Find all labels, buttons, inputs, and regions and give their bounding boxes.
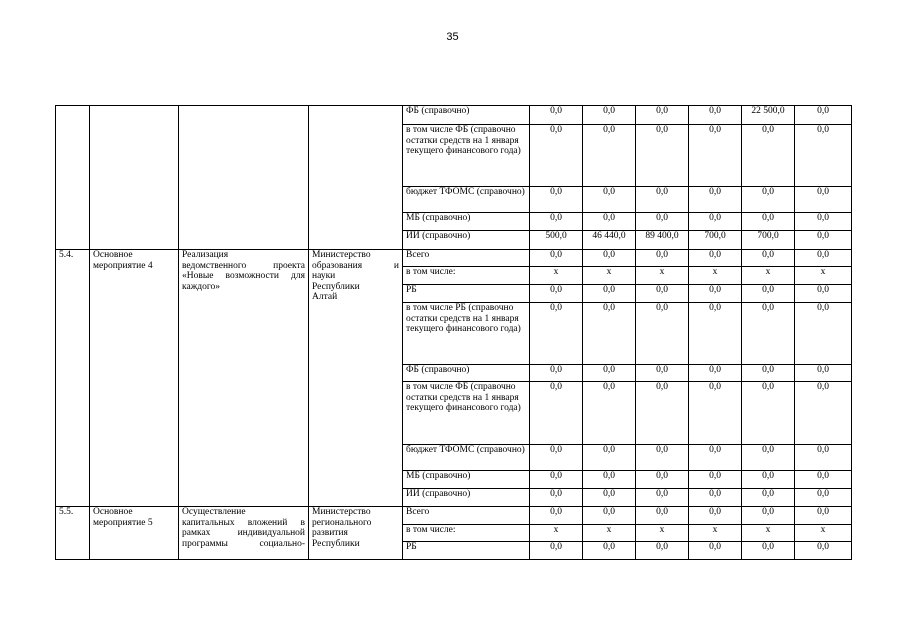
value-cell: 0,0 xyxy=(795,250,852,267)
value-cell: 0,0 xyxy=(583,187,636,213)
value-cell: х xyxy=(689,525,742,542)
value-cell: 0,0 xyxy=(742,250,795,267)
value-cell: 0,0 xyxy=(583,489,636,507)
continuation-cell xyxy=(90,106,179,250)
value-cell: 0,0 xyxy=(583,542,636,560)
value-cell: 46 440,0 xyxy=(583,231,636,250)
value-cell: х xyxy=(742,267,795,285)
table-row xyxy=(56,250,852,267)
funding-source-cell: МБ (справочно) xyxy=(403,213,530,231)
value-cell: 0,0 xyxy=(530,365,583,382)
value-cell: 0,0 xyxy=(583,365,636,382)
measure-number-cell: 5.5. xyxy=(56,507,90,560)
value-cell: 0,0 xyxy=(530,187,583,213)
funding-source-cell: в том числе: xyxy=(403,525,530,542)
value-cell: 0,0 xyxy=(583,125,636,187)
value-cell: 500,0 xyxy=(530,231,583,250)
value-cell: 0,0 xyxy=(530,250,583,267)
value-cell: 0,0 xyxy=(530,507,583,525)
value-cell: 0,0 xyxy=(530,106,583,125)
executor-line: Министерство xyxy=(312,250,371,260)
funding-source-cell: ФБ (справочно) xyxy=(403,106,530,125)
measure-description-line: капитальных вложений в xyxy=(182,517,305,528)
value-cell: х xyxy=(742,525,795,542)
executor-line: Министерство xyxy=(312,507,371,517)
value-cell: 0,0 xyxy=(742,507,795,525)
funding-source-cell: в том числе ФБ (справочно остатки средств на 1 января текущего финансового года) xyxy=(403,382,530,445)
value-cell: 0,0 xyxy=(795,231,852,250)
measure-kind-line: Основное xyxy=(93,250,133,260)
measure-description-cell xyxy=(179,507,309,560)
value-cell: 700,0 xyxy=(742,231,795,250)
value-cell: 0,0 xyxy=(530,471,583,489)
value-cell: 0,0 xyxy=(795,542,852,560)
funding-source-cell: в том числе ФБ (справочно остатки средств на 1 января текущего финансового года) xyxy=(403,125,530,187)
measure-kind-line: Основное xyxy=(93,507,133,517)
value-cell: 0,0 xyxy=(795,365,852,382)
value-cell: 0,0 xyxy=(689,471,742,489)
measure-description-line: программы социально- xyxy=(182,538,305,549)
value-cell: 700,0 xyxy=(689,231,742,250)
measure-description-line: ведомственного проекта xyxy=(182,260,305,271)
value-cell: х xyxy=(530,525,583,542)
value-cell: 0,0 xyxy=(795,213,852,231)
measure-description-line: каждого» xyxy=(182,281,220,292)
executor-line: Алтай xyxy=(312,292,338,303)
executor-line: регионального xyxy=(312,517,372,528)
value-cell: 0,0 xyxy=(530,489,583,507)
value-cell: х xyxy=(795,267,852,285)
value-cell: 0,0 xyxy=(583,106,636,125)
value-cell: 0,0 xyxy=(636,489,689,507)
value-cell: 0,0 xyxy=(583,250,636,267)
value-cell: 0,0 xyxy=(689,507,742,525)
value-cell: 0,0 xyxy=(530,125,583,187)
executor-line: развития xyxy=(312,528,348,539)
value-cell: 0,0 xyxy=(636,250,689,267)
table-row xyxy=(56,507,852,525)
value-cell: 0,0 xyxy=(636,365,689,382)
funding-source-cell: РБ xyxy=(403,285,530,303)
value-cell: 0,0 xyxy=(689,445,742,471)
value-cell: х xyxy=(689,267,742,285)
continuation-cell xyxy=(309,106,403,250)
measure-number-cell: 5.4. xyxy=(56,250,90,507)
value-cell: 0,0 xyxy=(795,187,852,213)
value-cell: 0,0 xyxy=(795,507,852,525)
value-cell: 0,0 xyxy=(742,213,795,231)
measure-description-line: Осуществление xyxy=(182,507,246,517)
value-cell: 0,0 xyxy=(583,213,636,231)
funding-source-cell: Всего xyxy=(403,250,530,267)
measure-kind-line: мероприятие 5 xyxy=(93,517,153,528)
value-cell: х xyxy=(636,267,689,285)
value-cell: 0,0 xyxy=(689,285,742,303)
value-cell: 0,0 xyxy=(689,382,742,445)
value-cell: х xyxy=(583,525,636,542)
value-cell: 0,0 xyxy=(742,382,795,445)
measure-kind-cell xyxy=(90,250,179,507)
measure-kind-line: мероприятие 4 xyxy=(93,260,153,271)
funding-source-cell: РБ xyxy=(403,542,530,560)
value-cell: 0,0 xyxy=(530,303,583,365)
value-cell: 0,0 xyxy=(742,303,795,365)
value-cell: 0,0 xyxy=(689,125,742,187)
continuation-cell xyxy=(179,106,309,250)
value-cell: 0,0 xyxy=(742,125,795,187)
measure-description-line: «Новые возможности для xyxy=(182,271,305,282)
executor-cell xyxy=(309,250,403,507)
value-cell: 0,0 xyxy=(636,507,689,525)
value-cell: 0,0 xyxy=(636,303,689,365)
value-cell: 0,0 xyxy=(742,365,795,382)
value-cell: 0,0 xyxy=(742,542,795,560)
value-cell: 0,0 xyxy=(530,445,583,471)
value-cell: 0,0 xyxy=(636,471,689,489)
executor-line xyxy=(312,261,399,272)
measure-description-cell xyxy=(179,250,309,507)
value-cell: 0,0 xyxy=(583,382,636,445)
value-cell: 89 400,0 xyxy=(636,231,689,250)
value-cell: 0,0 xyxy=(795,445,852,471)
measure-description-line: Реализация xyxy=(182,250,229,260)
executor-line: Республики xyxy=(312,281,360,292)
funding-source-cell: ФБ (справочно) xyxy=(403,365,530,382)
value-cell: 0,0 xyxy=(689,106,742,125)
value-cell: х xyxy=(530,267,583,285)
executor-line-mark: и xyxy=(393,260,399,271)
value-cell: 0,0 xyxy=(742,489,795,507)
measure-description-line: рамках индивидуальной xyxy=(182,528,305,539)
value-cell: 0,0 xyxy=(636,382,689,445)
value-cell: х xyxy=(583,267,636,285)
executor-cell xyxy=(309,507,403,560)
value-cell: 0,0 xyxy=(530,285,583,303)
value-cell: 22 500,0 xyxy=(742,106,795,125)
funding-source-cell: ИИ (справочно) xyxy=(403,489,530,507)
value-cell: 0,0 xyxy=(689,542,742,560)
budget-table xyxy=(55,105,852,560)
value-cell: 0,0 xyxy=(636,125,689,187)
value-cell: 0,0 xyxy=(689,187,742,213)
value-cell: 0,0 xyxy=(742,187,795,213)
value-cell: 0,0 xyxy=(689,489,742,507)
executor-line-text: образования xyxy=(312,260,363,271)
value-cell: 0,0 xyxy=(795,125,852,187)
value-cell: 0,0 xyxy=(689,303,742,365)
value-cell: 0,0 xyxy=(689,213,742,231)
value-cell: 0,0 xyxy=(636,106,689,125)
measure-kind-cell xyxy=(90,507,179,560)
table-body xyxy=(56,106,852,560)
funding-source-cell: в том числе: xyxy=(403,267,530,285)
table-row xyxy=(56,106,852,125)
value-cell: 0,0 xyxy=(689,250,742,267)
funding-source-cell: бюджет ТФОМС (справочно) xyxy=(403,445,530,471)
value-cell: 0,0 xyxy=(583,507,636,525)
executor-line: науки xyxy=(312,271,336,282)
value-cell: 0,0 xyxy=(636,213,689,231)
value-cell: 0,0 xyxy=(795,106,852,125)
value-cell: 0,0 xyxy=(583,471,636,489)
value-cell: 0,0 xyxy=(530,213,583,231)
value-cell: 0,0 xyxy=(795,489,852,507)
value-cell: 0,0 xyxy=(530,382,583,445)
value-cell: 0,0 xyxy=(689,365,742,382)
value-cell: 0,0 xyxy=(795,471,852,489)
value-cell: 0,0 xyxy=(530,542,583,560)
funding-source-cell: бюджет ТФОМС (справочно) xyxy=(403,187,530,213)
value-cell: х xyxy=(795,525,852,542)
value-cell: 0,0 xyxy=(795,303,852,365)
value-cell: х xyxy=(636,525,689,542)
funding-source-cell: МБ (справочно) xyxy=(403,471,530,489)
value-cell: 0,0 xyxy=(636,187,689,213)
funding-source-cell: ИИ (справочно) xyxy=(403,231,530,250)
executor-line: Республики xyxy=(312,538,360,549)
value-cell: 0,0 xyxy=(636,285,689,303)
value-cell: 0,0 xyxy=(636,542,689,560)
value-cell: 0,0 xyxy=(795,382,852,445)
funding-source-cell: Всего xyxy=(403,507,530,525)
value-cell: 0,0 xyxy=(583,285,636,303)
page-number: 35 xyxy=(446,31,459,43)
value-cell: 0,0 xyxy=(636,445,689,471)
value-cell: 0,0 xyxy=(583,445,636,471)
value-cell: 0,0 xyxy=(742,445,795,471)
continuation-cell xyxy=(56,106,90,250)
value-cell: 0,0 xyxy=(742,285,795,303)
value-cell: 0,0 xyxy=(583,303,636,365)
value-cell: 0,0 xyxy=(795,285,852,303)
funding-source-cell: в том числе РБ (справочно остатки средств на 1 января текущего финансового года) xyxy=(403,303,530,365)
value-cell: 0,0 xyxy=(742,471,795,489)
